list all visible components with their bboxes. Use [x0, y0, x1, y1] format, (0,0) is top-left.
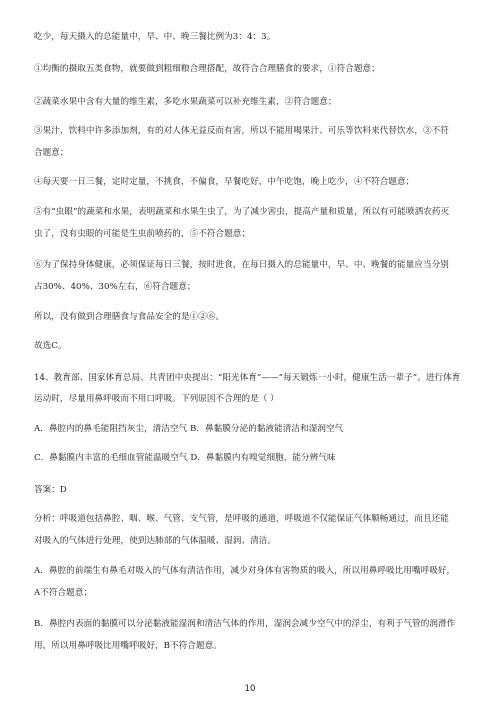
- text-line: ③果汁、饮料中许多添加剂，有的对人体无益反而有害，所以不能用喝果汁、可乐等饮料来代替饮水，③不符: [34, 126, 449, 136]
- text-line: 故选C。: [34, 341, 67, 351]
- answer-line: 答案：D: [34, 485, 67, 495]
- page-number: 10: [244, 684, 256, 694]
- question-stem: 14、教育部、国家体育总局、共青团中央提出：“阳光体育”——“每天锻炼一小时，健康生活一辈子”。进行体育: [34, 373, 461, 383]
- text-line: 吃少，每天摄入的总能量中，早、中、晚三餐比例为3：4：3。: [34, 32, 276, 42]
- analysis-line: 对吸入的气体进行处理，使到达肺部的气体温暖、湿润、清洁。: [34, 536, 277, 546]
- text-line: ⑥为了保持身体健康，必须保证每日三餐，按时进食，在每日摄入的总能量中，早、中、晚餐的能量应当分别: [34, 260, 449, 270]
- text-line: ④每天要一日三餐，定时定量，不挑食，不偏食，早餐吃好，中午吃饱，晚上吃少，④不符合题意；: [34, 177, 415, 187]
- analysis-line: B．鼻腔内表面的黏膜可以分泌黏液能湿润和清洁气体的作用，湿润会减少空气中的浮尘，有利于气管的润滑作: [34, 619, 456, 629]
- text-line: 所以，没有做到合理膳食与食品安全的是①②⑥。: [34, 312, 225, 322]
- text-line: ①均衡的摄取五类食物，就要做到粗细粮合理搭配，故符合合理膳食的要求，①符合题意；: [34, 64, 380, 74]
- text-line: 虫了，没有虫眼的可能是生虫前喷药的，⑤不符合题意；: [34, 229, 251, 239]
- question-stem: 运动时，尽量用鼻呼吸而不用口呼吸。下列原因不合理的是（ ）: [34, 394, 279, 404]
- analysis-line: 分析：呼吸道包括鼻腔、咽、喉、气管、支气管，是呼吸的通道，呼吸道不仅能保证气体顺畅通过，而且还能: [34, 514, 449, 524]
- text-line: ⑤有“虫眼”的蔬菜和水果，表明蔬菜和水果生虫了，为了减少害虫，提高产量和质量，所以有可能喷洒农药灭: [34, 207, 450, 217]
- analysis-line: A．鼻腔的前端生有鼻毛对吸入的气体有清洁作用，减少对身体有害物质的吸入，所以用鼻呼吸比用嘴呼吸好，: [34, 566, 456, 576]
- answer-options: C．鼻黏膜内丰富的毛细血管能温暖空气 D．鼻黏膜内有嗅觉细胞，能分辨气味: [34, 453, 336, 463]
- text-line: 合题意；: [34, 148, 69, 158]
- analysis-line: A不符合题意；: [34, 588, 93, 598]
- answer-options: A．鼻腔内的鼻毛能阻挡灰尘，清洁空气 B．鼻黏膜分泌的黏液能清洁和湿润空气: [34, 424, 344, 434]
- text-line: ②蔬菜水果中含有大量的维生素，多吃水果蔬菜可以补充维生素，②符合题意；: [34, 97, 337, 107]
- text-line: 占30%、40%、30%左右，⑥符合题意；: [34, 282, 196, 292]
- analysis-line: 用，所以用鼻呼吸比用嘴呼吸好，B不符合题意。: [34, 641, 222, 651]
